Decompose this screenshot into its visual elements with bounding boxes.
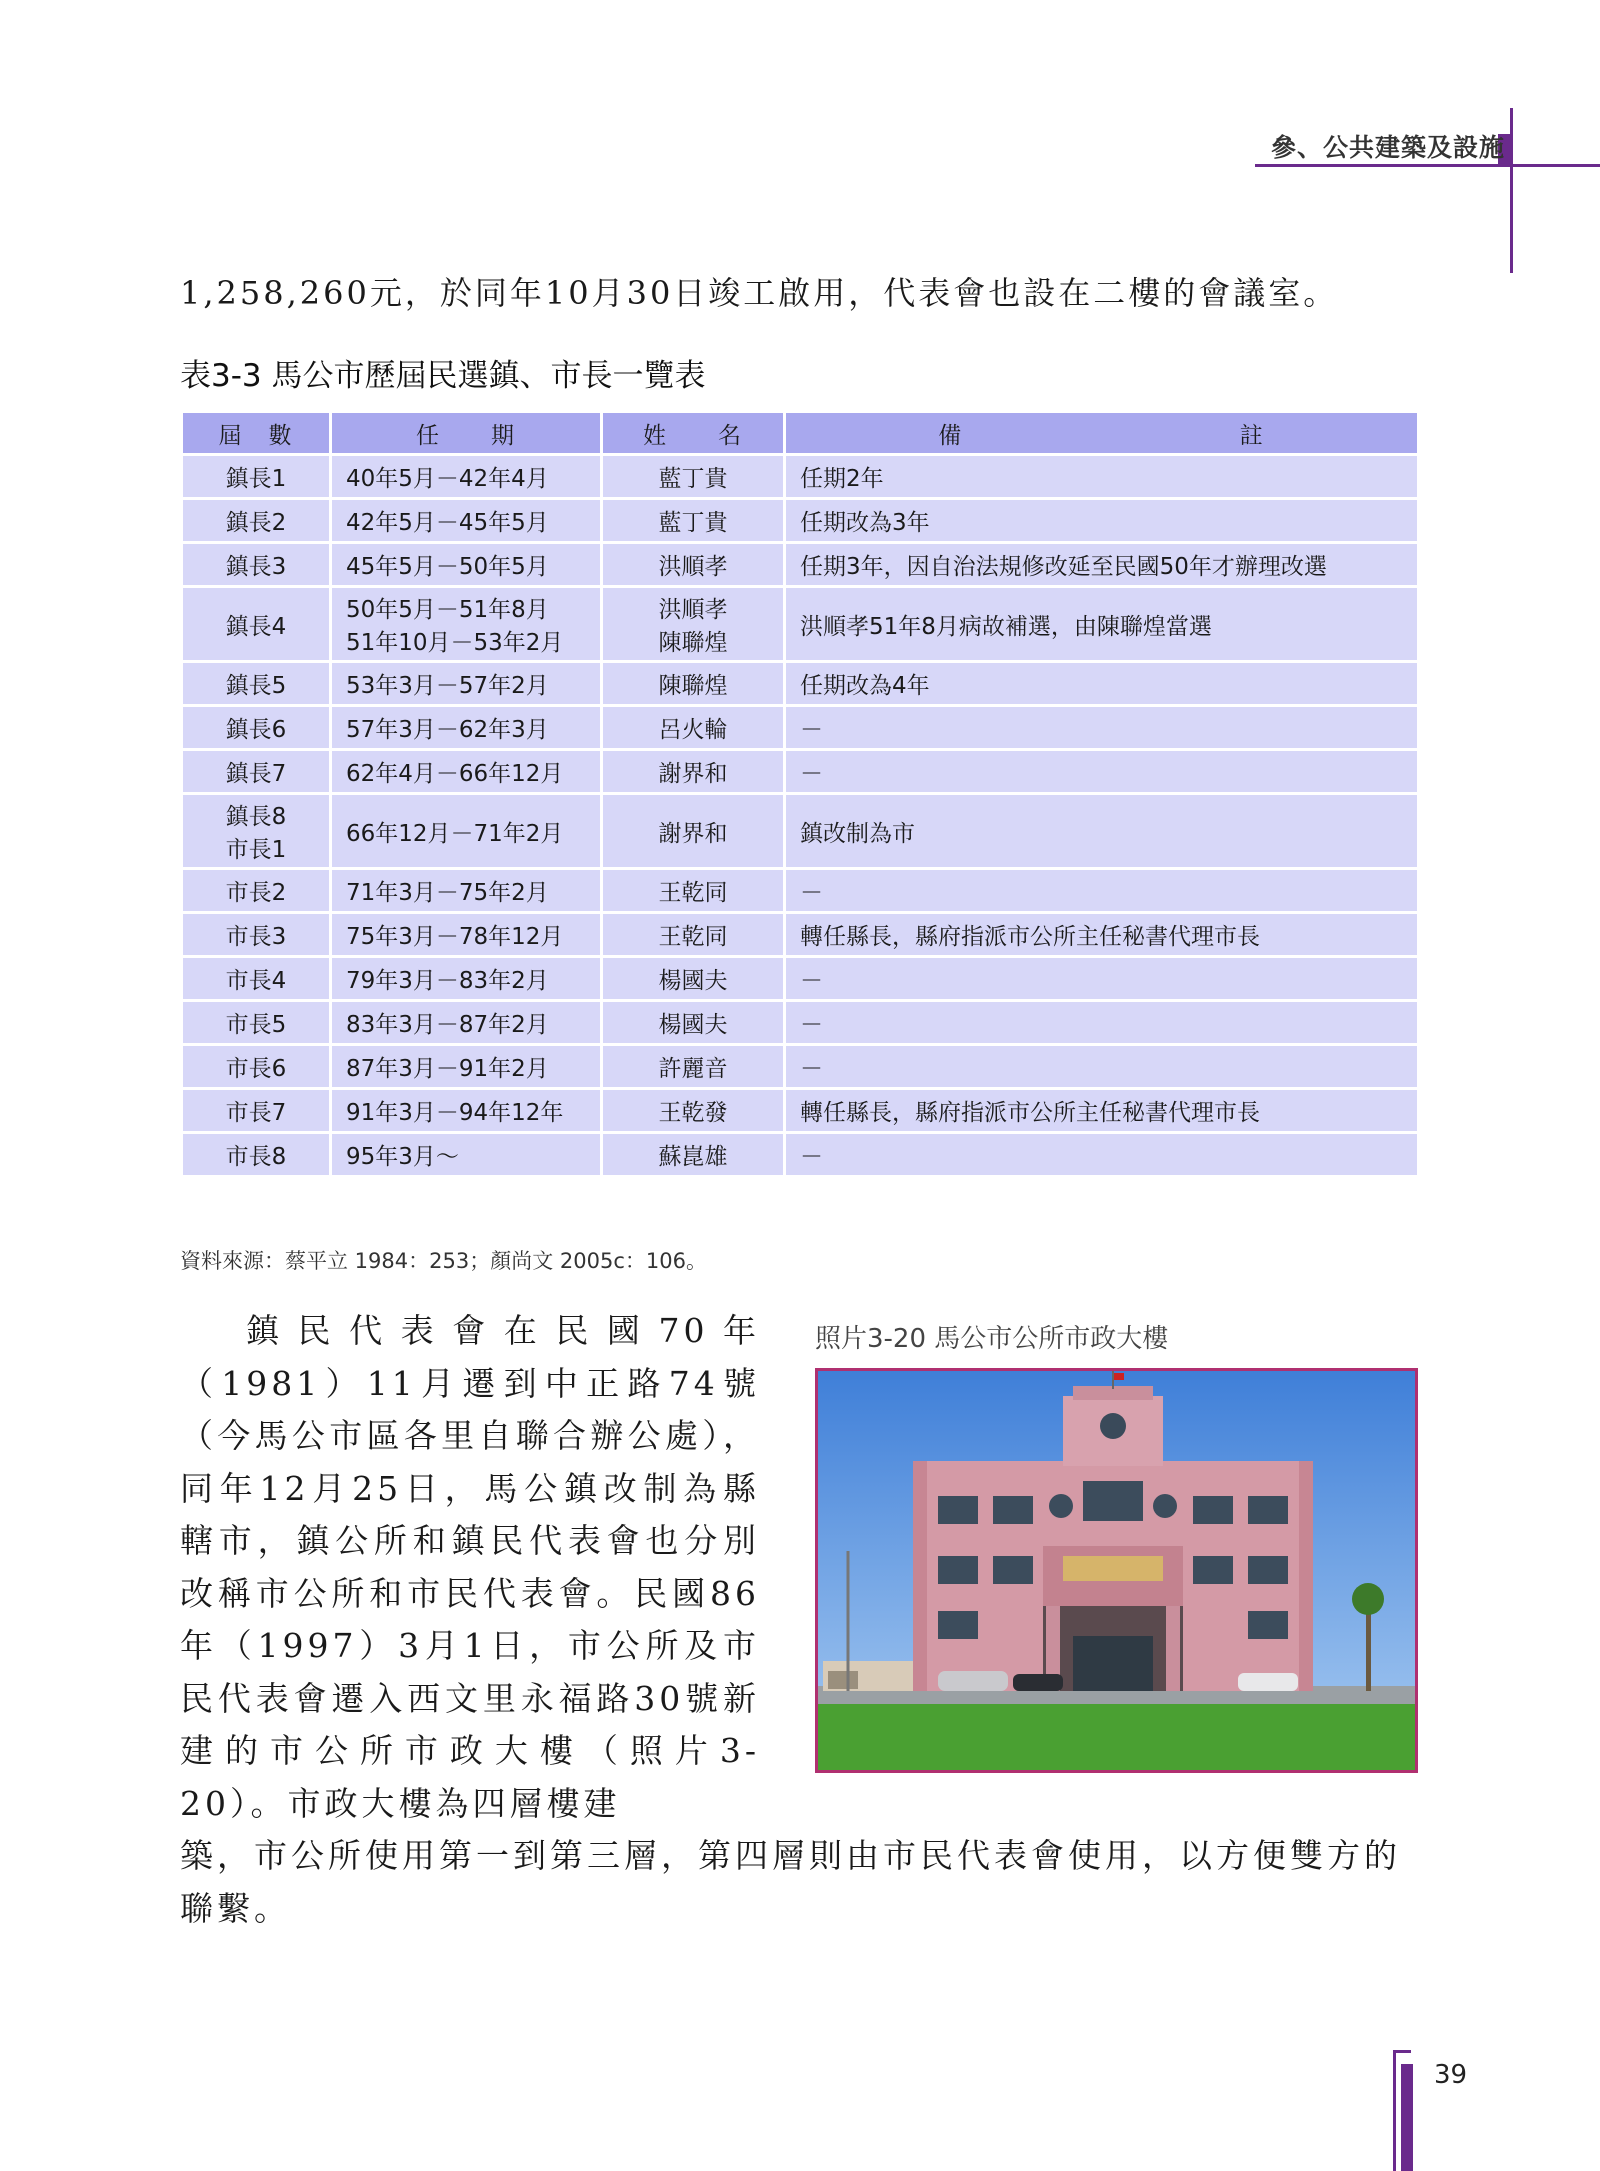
cell-name: 謝界和 — [602, 750, 785, 794]
mayors-table — [180, 410, 1420, 1178]
table-row — [182, 1089, 1419, 1133]
city-hall-photo — [815, 1368, 1418, 1773]
table-row — [182, 662, 1419, 706]
photo-caption: 照片3-20 馬公市公所市政大樓 — [815, 1324, 1169, 1354]
table-header-row — [182, 412, 1419, 455]
cell-remark: － — [785, 1045, 1419, 1089]
table-row — [182, 794, 1419, 869]
cell-term: 鎮長2 — [182, 499, 331, 543]
cell-term: 市長5 — [182, 1001, 331, 1045]
cell-remark: 任期改為3年 — [785, 499, 1419, 543]
cell-name: 楊國夫 — [602, 1001, 785, 1045]
cell-period-line: 51年10月－53年2月 — [346, 630, 564, 656]
cell-remark: － — [785, 957, 1419, 1001]
header-remark-b: 註 — [1239, 422, 1265, 449]
cell-period: 53年3月－57年2月 — [331, 662, 602, 706]
cell-period: 87年3月－91年2月 — [331, 1045, 602, 1089]
cell-name: 楊國夫 — [602, 957, 785, 1001]
cell-name: 許麗音 — [602, 1045, 785, 1089]
header-term-no: 屆 數 — [182, 412, 331, 455]
cell-name: 藍丁貴 — [602, 499, 785, 543]
header-vertical-rule — [1510, 108, 1513, 273]
cell-term-line: 市長1 — [225, 837, 287, 863]
cell-term: 鎮長5 — [182, 662, 331, 706]
table-row — [182, 750, 1419, 794]
cell-name: 蘇崑雄 — [602, 1133, 785, 1177]
table-row — [182, 706, 1419, 750]
cell-remark: 任期改為4年 — [785, 662, 1419, 706]
cell-name: 謝界和 — [602, 794, 785, 869]
header-remark — [785, 412, 1419, 455]
cell-term: 市長2 — [182, 869, 331, 913]
cell-term: 鎮長4 — [182, 587, 331, 662]
table-row — [182, 869, 1419, 913]
table-row — [182, 1045, 1419, 1089]
cell-term: 鎮長1 — [182, 455, 331, 499]
cell-period: 79年3月－83年2月 — [331, 957, 602, 1001]
cell-period: 71年3月－75年2月 — [331, 869, 602, 913]
table-row — [182, 957, 1419, 1001]
cell-remark: 任期3年，因自治法規修改延至民國50年才辦理改選 — [785, 543, 1419, 587]
table-row — [182, 543, 1419, 587]
table-caption: 表3-3 馬公市歷屆民選鎮、市長一覽表 — [180, 358, 706, 394]
table-row — [182, 455, 1419, 499]
cell-name: 王乾發 — [602, 1089, 785, 1133]
footer-vertical-rule — [1393, 2050, 1396, 2171]
cell-period: 66年12月－71年2月 — [331, 794, 602, 869]
table-row — [182, 587, 1419, 662]
body-paragraph-continued: 築，市公所使用第一到第三層，第四層則由市民代表會使用，以方便雙方的聯繫。 — [180, 1836, 1401, 1928]
footer-accent-bar — [1401, 2064, 1413, 2171]
cell-term: 鎮長7 — [182, 750, 331, 794]
cell-period: 40年5月－42年4月 — [331, 455, 602, 499]
header-horizontal-rule — [1255, 164, 1600, 167]
section-title: 參、公共建築及設施 — [1270, 133, 1505, 162]
cell-remark: － — [785, 1133, 1419, 1177]
footer-top-rule — [1393, 2050, 1411, 2053]
cell-name: 王乾同 — [602, 913, 785, 957]
cell-remark: － — [785, 1001, 1419, 1045]
cell-period: 62年4月－66年12月 — [331, 750, 602, 794]
header-remark-a: 備 — [938, 422, 964, 449]
body-paragraph-text: 鎮民代表會在民國70年（1981）11月遷到中正路74號（今馬公市區各里自聯合辦公處），同年12月25日，馬公鎮改制為縣轄市，鎮公所和鎮民代表會也分別改稱市公所和市民代表會。民國86年（1997）3月1日，市公所及市民代表會遷入西文里永福路30號新建的市公所市政大樓（照片3-20）。市政大樓為四層樓建 — [180, 1311, 760, 1823]
cell-name: 王乾同 — [602, 869, 785, 913]
cell-remark: 轉任縣長，縣府指派市公所主任秘書代理市長 — [785, 913, 1419, 957]
table-row — [182, 1133, 1419, 1177]
intro-line: 1,258,260元，於同年10月30日竣工啟用，代表會也設在二樓的會議室。 — [180, 274, 1339, 312]
table-row — [182, 913, 1419, 957]
cell-term: 市長7 — [182, 1089, 331, 1133]
cell-remark: 鎮改制為市 — [785, 794, 1419, 869]
header-name: 姓 名 — [602, 412, 785, 455]
cell-name: 洪順孝 — [602, 543, 785, 587]
cell-term — [182, 794, 331, 869]
cell-term: 市長4 — [182, 957, 331, 1001]
cell-remark: 轉任縣長，縣府指派市公所主任秘書代理市長 — [785, 1089, 1419, 1133]
table-row — [182, 499, 1419, 543]
cell-name-line: 陳聯煌 — [658, 630, 728, 656]
table-row — [182, 1001, 1419, 1045]
header-period: 任 期 — [331, 412, 602, 455]
body-paragraph — [180, 1305, 760, 1830]
cell-term: 鎮長6 — [182, 706, 331, 750]
cell-period: 57年3月－62年3月 — [331, 706, 602, 750]
cell-term: 市長8 — [182, 1133, 331, 1177]
cell-remark: － — [785, 869, 1419, 913]
source-note: 資料來源：蔡平立 1984：253；顏尚文 2005c：106。 — [180, 1249, 707, 1273]
cell-name: 呂火輪 — [602, 706, 785, 750]
cell-name — [602, 587, 785, 662]
city-hall-illustration — [818, 1371, 1415, 1770]
cell-period — [331, 587, 602, 662]
cell-period-line: 50年5月－51年8月 — [346, 597, 549, 623]
cell-period: 75年3月－78年12月 — [331, 913, 602, 957]
cell-period: 42年5月－45年5月 — [331, 499, 602, 543]
cell-term: 鎮長3 — [182, 543, 331, 587]
cell-name-line: 洪順孝 — [658, 597, 728, 623]
cell-remark: 任期2年 — [785, 455, 1419, 499]
cell-remark: － — [785, 706, 1419, 750]
cell-name: 陳聯煌 — [602, 662, 785, 706]
cell-remark: 洪順孝51年8月病故補選，由陳聯煌當選 — [785, 587, 1419, 662]
cell-term: 市長6 — [182, 1045, 331, 1089]
cell-period: 95年3月～ — [331, 1133, 602, 1177]
cell-name: 藍丁貴 — [602, 455, 785, 499]
cell-period: 45年5月－50年5月 — [331, 543, 602, 587]
cell-term: 市長3 — [182, 913, 331, 957]
cell-period: 91年3月－94年12年 — [331, 1089, 602, 1133]
page-number: 39 — [1434, 2060, 1468, 2090]
cell-period: 83年3月－87年2月 — [331, 1001, 602, 1045]
cell-remark: － — [785, 750, 1419, 794]
cell-term-line: 鎮長8 — [225, 804, 287, 830]
